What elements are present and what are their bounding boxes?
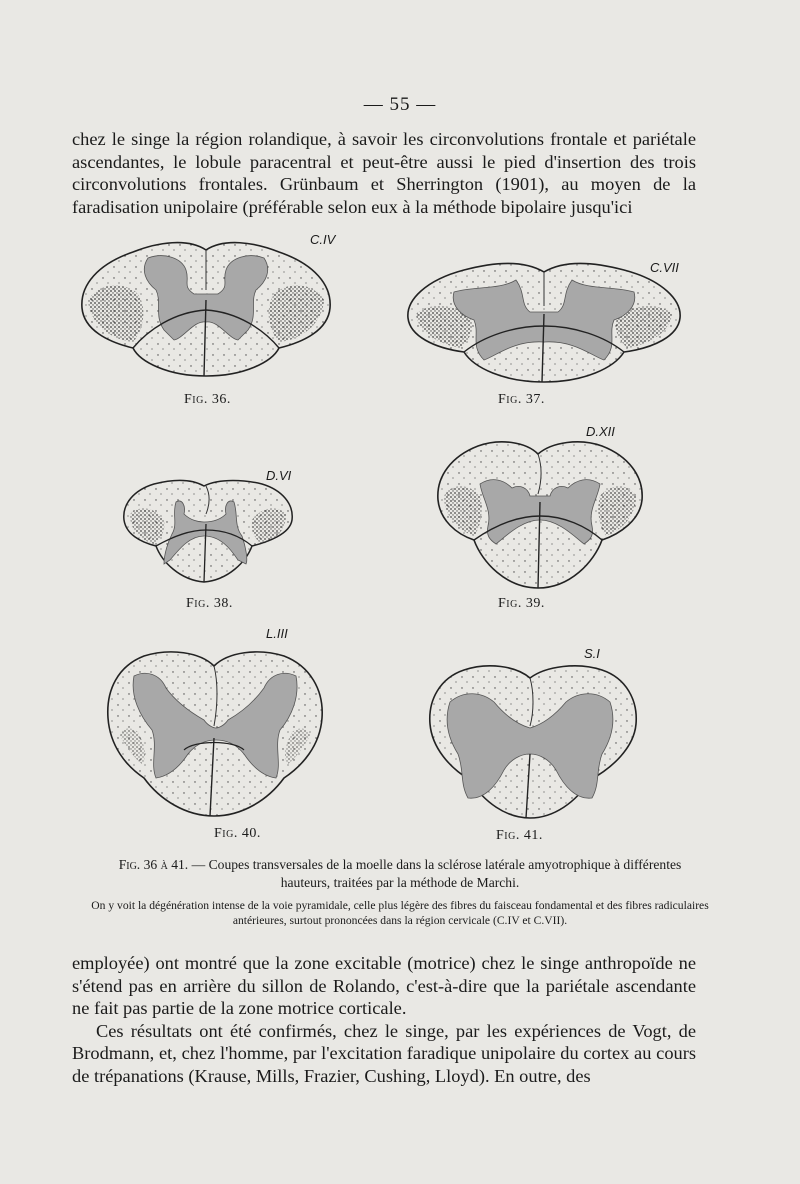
figure-caption: [96, 856, 704, 892]
figure-39: [434, 424, 646, 592]
page-number: — 55 —: [363, 94, 437, 115]
figure-40: [104, 626, 326, 818]
paragraph-bottom: [72, 952, 696, 1088]
figure-41: [426, 646, 640, 822]
caption-note: On y voit la dégénération intense de la voie pyramidale, celle plus légère des fibres du faisceau fondamental et des fibres radiculaires antérieures, surtout prononcées dans la région cervicale (C.IV et C.VII).: [91, 899, 709, 927]
level-label-d-vi: D.VI: [266, 468, 292, 483]
fig-39-label: Fig. 39.: [498, 596, 545, 611]
fig-41-label: Fig. 41.: [496, 828, 543, 843]
paragraph-top: chez le singe la région rolandique, à savoir les circonvolutions frontale et pariétale ascendantes, le lobule paracentral et peut-être aussi le pied d'insertion des trois circonvolutions frontales. Grünbaum et Sherrington (1901), au moyen de la faradisation unipolaire (préférable selon eux à la méthode bipolaire jusqu'ici: [72, 129, 696, 217]
level-label-l-iii: L.III: [266, 626, 288, 641]
fig-38-label: Fig. 38.: [186, 596, 233, 611]
caption-text: — Coupes transversales de la moelle dans la sclérose latérale amyotrophique à différentes hauteurs, traitées par la méthode de Marchi.: [188, 857, 682, 890]
fig-37-label: Fig. 37.: [498, 392, 545, 407]
level-label-d-xii: D.XII: [586, 424, 615, 439]
paragraph-bottom-1: employée) ont montré que la zone excitable (motrice) chez le singe anthropoïde ne s'étend pas en arrière du sillon de Rolando, c'est-à-dire que la pariétale ascendante ne fait pas partie de la zone motrice corticale.: [72, 953, 696, 1019]
paragraph-bottom-2: Ces résultats ont été confirmés, chez le singe, par les expériences de Vogt, de Brodmann, et, chez l'homme, par l'excitation faradique unipolaire du cortex au cours de trépanations (Krause, Mills, Frazier, Cushing, Lloyd). En outre, des: [72, 1020, 696, 1086]
level-label-c-iv: C.IV: [310, 232, 336, 247]
level-label-c-vii: C.VII: [650, 260, 679, 275]
fig-36-label: Fig. 36.: [184, 392, 231, 407]
figure-37: [404, 256, 684, 386]
fig-40-label: Fig. 40.: [214, 826, 261, 841]
caption-prefix: Fig. 36 à 41.: [118, 857, 189, 872]
level-label-s-i: S.I: [584, 646, 600, 661]
figure-38: [120, 468, 296, 586]
figure-36: [78, 230, 334, 380]
